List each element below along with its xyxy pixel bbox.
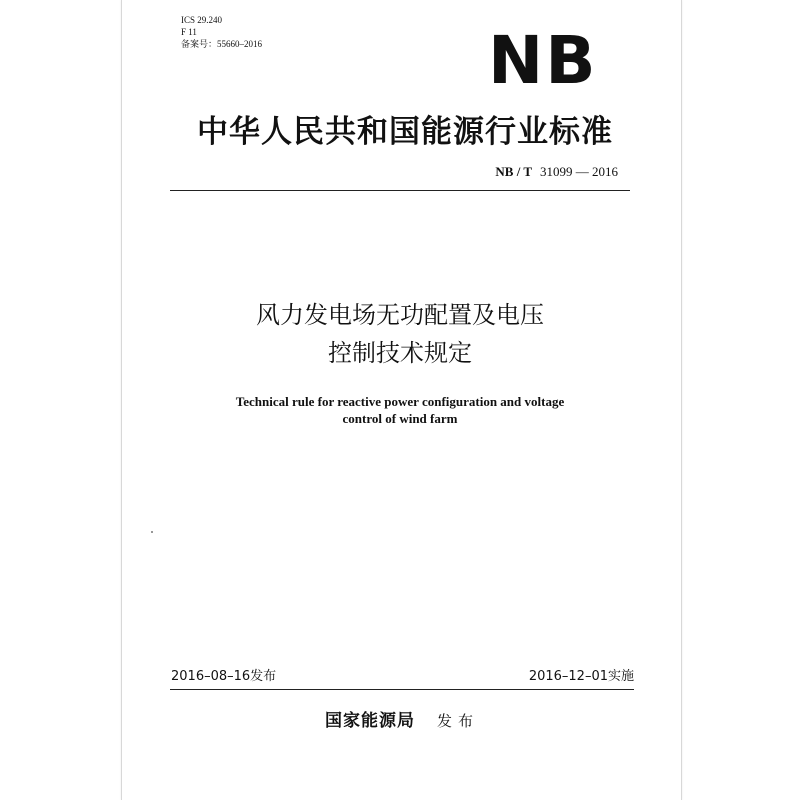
document-title-english bbox=[170, 393, 630, 427]
title-cn-line-1: 风力发电场无功配置及电压 bbox=[256, 301, 544, 329]
publisher-action: 发布 bbox=[436, 712, 479, 730]
classification-code: F 11 bbox=[181, 27, 197, 37]
implementation-date: 2016–12–01实施 bbox=[528, 669, 634, 684]
standard-code-number: 31099 — 2016 bbox=[540, 164, 618, 179]
speck-mark bbox=[151, 531, 153, 533]
filing-number: 备案号：55660–2016 bbox=[181, 39, 263, 49]
standard-metadata bbox=[181, 14, 262, 50]
standard-code bbox=[495, 163, 618, 181]
standard-category-title: 中华人民共和国能源行业标准 bbox=[197, 114, 613, 150]
publisher-organization: 国家能源局 bbox=[324, 711, 415, 731]
title-en-line-1: Technical rule for reactive power configuration and voltage bbox=[235, 394, 565, 409]
nb-logo: NB bbox=[488, 22, 598, 99]
top-divider bbox=[170, 190, 630, 191]
title-cn-line-2: 控制技术规定 bbox=[328, 339, 472, 367]
ics-code: ICS 29.240 bbox=[181, 15, 223, 25]
standard-code-prefix: NB / T bbox=[495, 164, 532, 179]
title-en-line-2: control of wind farm bbox=[342, 411, 458, 426]
issue-date: 2016–08–16发布 bbox=[171, 669, 277, 684]
publisher-line bbox=[170, 708, 634, 734]
document-title-chinese bbox=[170, 296, 630, 372]
bottom-divider bbox=[170, 689, 634, 690]
